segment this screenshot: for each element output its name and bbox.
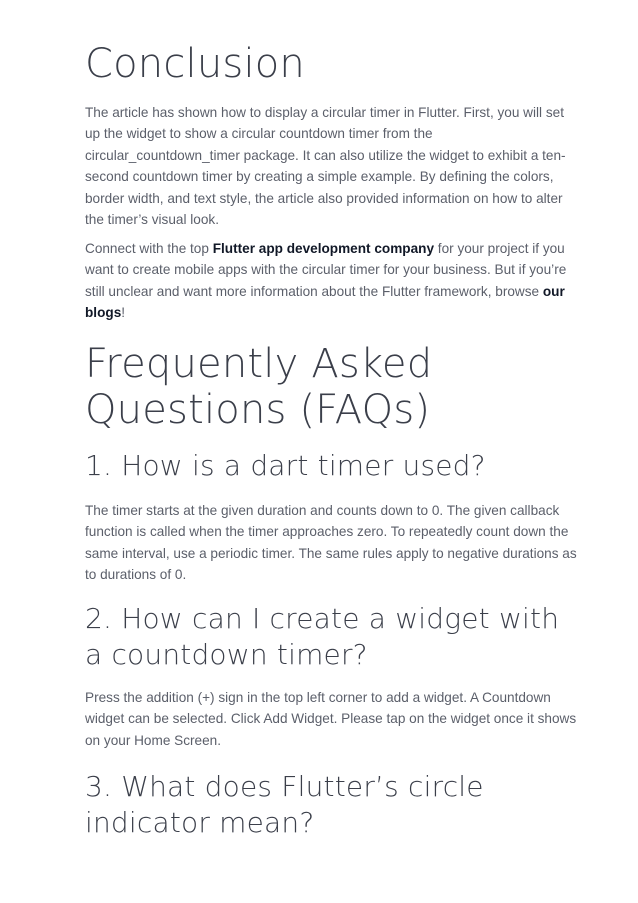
paragraph-text: Connect with the top <box>85 241 213 256</box>
faq-question-3: 3. What does Flutter’s circle indicator mean? <box>85 770 484 839</box>
faq-heading: Frequently Asked Questions (FAQs) <box>85 341 433 433</box>
faq-answer-1: The timer starts at the given duration and counts down to 0. The given callback function is called when the timer approaches zero. To repeatedly count down the same interval, use a periodic timer. The same rules apply to negative durations as to durations of 0. <box>85 503 577 583</box>
faq-answer-2: Press the addition (+) sign in the top left corner to add a widget. A Countdown widget can be selected. Click Add Widget. Please tap on the widget once it shows on your Home Screen. <box>85 690 577 748</box>
conclusion-paragraph-2 <box>85 238 577 324</box>
paragraph-text: for your project if you want to create mobile apps with the circular timer for your business. But if you’re still unclear and want more information about the Flutter framework, browse <box>85 241 567 299</box>
conclusion-heading: Conclusion <box>85 41 305 87</box>
paragraph-text: ! <box>121 305 126 321</box>
faq-question-1: 1. How is a dart timer used? <box>85 449 486 482</box>
conclusion-paragraph-1: The article has shown how to display a circular timer in Flutter. First, you will set up the widget to show a circular countdown timer from the circular_countdown_timer package. It can also utilize the widget to exhibit a ten-second countdown timer by creating a simple example. By defining the colors, border width, and text style, the article also provided information on how to alter the timer’s visual look. <box>85 105 566 228</box>
flutter-app-development-company-link[interactable]: Flutter app development company <box>212 241 435 256</box>
faq-question-2: 2. How can I create a widget with a countdown timer? <box>85 602 560 671</box>
our-blogs-link[interactable]: our blogs <box>85 283 565 321</box>
